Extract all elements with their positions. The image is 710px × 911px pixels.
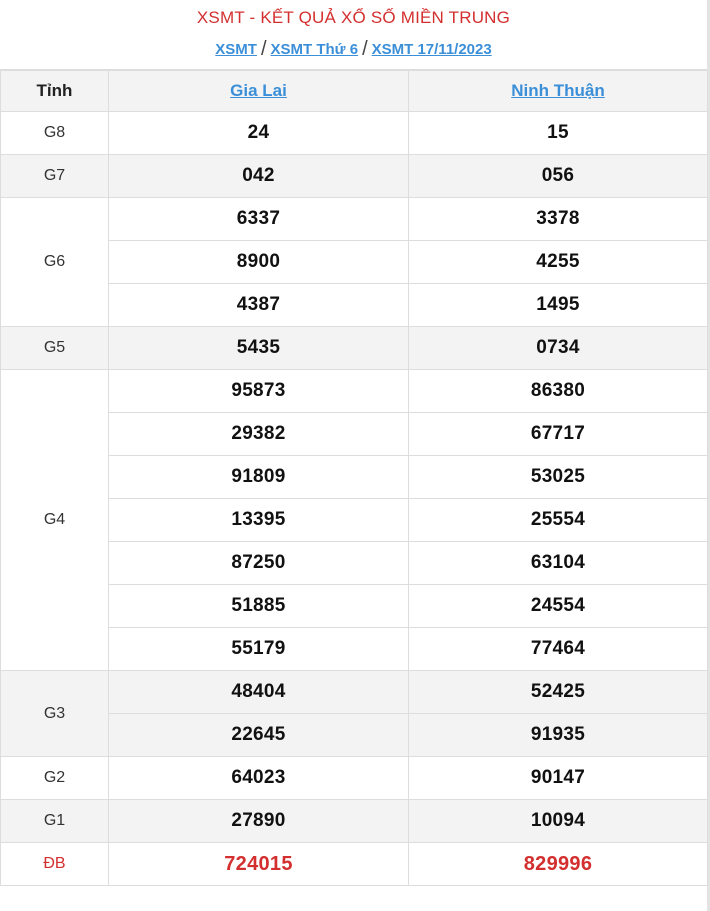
province-link-ninh-thuan[interactable]: Ninh Thuận	[511, 81, 605, 100]
number-cell: 87250	[109, 542, 409, 585]
special-number-cell: 724015	[109, 843, 409, 886]
number-cell: 91935	[409, 714, 708, 757]
number-cell: 52425	[409, 671, 708, 714]
prize-row-g4	[1, 370, 708, 413]
number-cell: 1495	[409, 284, 708, 327]
number-cell: 25554	[409, 499, 708, 542]
breadcrumb-link-xsmt-thu-6[interactable]: XSMT Thứ 6	[270, 41, 359, 58]
number-cell: 15	[409, 112, 708, 155]
special-number-cell: 829996	[409, 843, 708, 886]
number-cell: 0734	[409, 327, 708, 370]
breadcrumb-link-xsmt-date[interactable]: XSMT 17/11/2023	[371, 41, 492, 58]
number-cell: 53025	[409, 456, 708, 499]
number-cell: 95873	[109, 370, 409, 413]
number-cell: 90147	[409, 757, 708, 800]
number-cell: 4387	[109, 284, 409, 327]
number-cell: 63104	[409, 542, 708, 585]
prize-label: G4	[1, 370, 109, 671]
number-cell: 056	[409, 155, 708, 198]
number-cell: 22645	[109, 714, 409, 757]
breadcrumb-separator: /	[260, 38, 267, 60]
prize-label: G2	[1, 757, 109, 800]
prize-label: G7	[1, 155, 109, 198]
number-cell: 8900	[109, 241, 409, 284]
results-table	[0, 70, 708, 886]
prize-label: G6	[1, 198, 109, 327]
breadcrumb-separator: /	[362, 38, 368, 60]
number-cell: 51885	[109, 585, 409, 628]
number-cell: 29382	[109, 413, 409, 456]
table-header-row	[1, 71, 708, 112]
prize-label: G1	[1, 800, 109, 843]
province-column-header: Tỉnh	[1, 71, 109, 112]
prize-row-g6	[1, 198, 708, 241]
number-cell: 6337	[109, 198, 409, 241]
number-cell: 24	[109, 112, 409, 155]
prize-row-g1	[1, 800, 708, 843]
breadcrumb	[0, 37, 707, 59]
prize-row-g3	[1, 671, 708, 714]
number-cell: 91809	[109, 456, 409, 499]
number-cell: 64023	[109, 757, 409, 800]
number-cell: 55179	[109, 628, 409, 671]
number-cell: 86380	[409, 370, 708, 413]
number-cell: 13395	[109, 499, 409, 542]
number-cell: 5435	[109, 327, 409, 370]
page-header	[0, 0, 707, 70]
prize-row-special	[1, 843, 708, 886]
number-cell: 77464	[409, 628, 708, 671]
number-cell: 48404	[109, 671, 409, 714]
prize-row-g7	[1, 155, 708, 198]
number-cell: 042	[109, 155, 409, 198]
number-cell: 24554	[409, 585, 708, 628]
number-cell: 27890	[109, 800, 409, 843]
page-title: XSMT - KẾT QUẢ XỔ SỐ MIỀN TRUNG	[196, 8, 511, 27]
province-header-gia-lai	[109, 71, 409, 112]
number-cell: 3378	[409, 198, 708, 241]
prize-row-g5	[1, 327, 708, 370]
province-link-gia-lai[interactable]: Gia Lai	[230, 81, 287, 100]
prize-row-g8	[1, 112, 708, 155]
number-cell: 4255	[409, 241, 708, 284]
prize-label: G3	[1, 671, 109, 757]
prize-label: G5	[1, 327, 109, 370]
prize-label: G8	[1, 112, 109, 155]
number-cell: 67717	[409, 413, 708, 456]
prize-label-special: ĐB	[1, 843, 109, 886]
prize-row-g2	[1, 757, 708, 800]
breadcrumb-link-xsmt[interactable]: XSMT	[215, 41, 257, 58]
number-cell: 10094	[409, 800, 708, 843]
province-header-ninh-thuan	[409, 71, 708, 112]
